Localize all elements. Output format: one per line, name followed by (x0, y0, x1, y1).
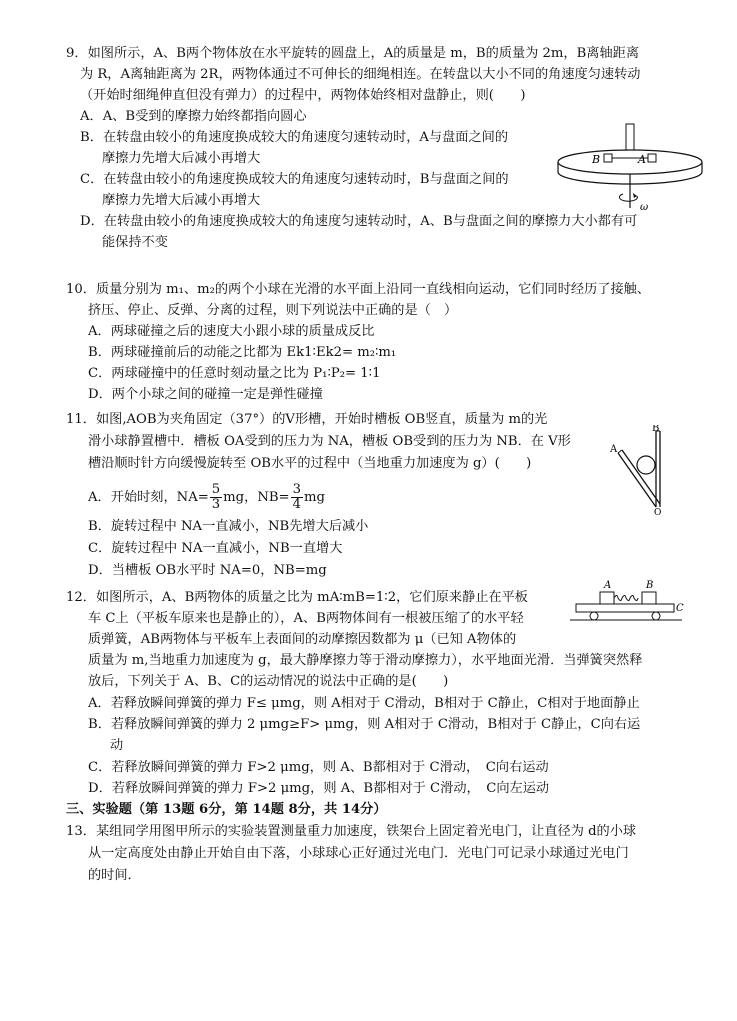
q11-fraction-na-num: 5 (211, 482, 221, 497)
q11-line-3: 槽沿顺时针方向缓慢旋转至 OB水平的过程中（当地重力加速度为 g）( ) (88, 456, 532, 471)
cart-label-c: C (676, 603, 684, 614)
q11-fraction-na (210, 483, 222, 512)
q9-option-d-line-2: 能保持不变 (102, 235, 168, 250)
groove-label-a: A (610, 444, 618, 455)
q11-line-1: 11．如图,AOB为夹角固定（37°）的V形槽，开始时槽板 OB竖直，质量为 m的光 (66, 412, 548, 427)
q11-mg-1: mg， (223, 490, 258, 505)
q13-line-3: 的时间． (88, 868, 141, 883)
q12-line-3: 质弹簧，AB两物体与平板车上表面间的动摩擦因数都为 μ（已知 A物体的 (88, 632, 517, 647)
q10-line-1: 10．质量分别为 m₁、m₂的两个小球在光滑的水平面上沿同一直线相向运动，它们同时经历了接触、 (66, 282, 651, 297)
groove-label-b: B (652, 425, 660, 434)
q9-line-1: 9．如图所示，A、B两个物体放在水平旋转的圆盘上，A的质量是 m，B的质量为 2m，B离轴距离 (66, 46, 640, 61)
q11-option-a-prefix: A．开始时刻， (88, 490, 177, 505)
q12-line-4: 质量为 m,当地重力加速度为 g，最大静摩擦力等于滑动摩擦力），水平地面光滑．当弹簧突然释 (88, 653, 643, 668)
cart-spring-figure (570, 578, 690, 626)
q12-line-1: 12．如图所示，A、B两物体的质量之比为 mA∶mB=1∶2，它们原来静止在平板 (66, 590, 528, 605)
q9-line-3: （开始时细绳伸直但没有弹力）的过程中，两物体始终相对盘静止，则( ) (80, 88, 526, 103)
q9-option-a: A．A、B受到的摩擦力始终都指向圆心 (80, 109, 307, 124)
q11-line-2: 滑小球静置槽中．槽板 OA受到的压力为 NA，槽板 OB受到的压力为 NB．在 V形 (88, 434, 571, 449)
q12-option-b-line-1: B．若释放瞬间弹簧的弹力 2 μmg≥F> μmg，则 A相对于 C滑动，B相对于 C静止，C向右运 (88, 717, 641, 732)
q9-option-c-line-1: C．在转盘由较小的角速度换成较大的角速度匀速转动时，B与盘面之间的 (80, 172, 509, 187)
disk-label-a: A (638, 153, 646, 166)
q9-option-c-line-2: 摩擦力先增大后减小再增大 (102, 193, 261, 208)
groove-label-o: O (654, 508, 662, 515)
q11-fraction-na-den: 3 (211, 497, 221, 512)
q11-nb-label: NB= (257, 490, 290, 505)
q11-mg-2: mg (303, 490, 325, 505)
q9-line-2: 为 R，A离轴距离为 2R，两物体通过不可伸长的细绳相连。在转盘以大小不同的角速度匀速转动 (80, 67, 641, 82)
q10-option-b: B．两球碰撞前后的动能之比都为 Ek1∶Ek2= m₂∶m₁ (88, 345, 397, 360)
disk-label-b: B (592, 153, 601, 166)
q12-option-c: C．若释放瞬间弹簧的弹力 F>2 μmg，则 A、B都相对于 C滑动， C向右运动 (88, 760, 549, 775)
q11-na-label: NA= (176, 490, 209, 505)
v-groove-figure (610, 425, 670, 515)
q11-fraction-nb-num: 3 (292, 482, 301, 497)
q11-fraction-nb-den: 4 (292, 497, 301, 512)
q13-line-2: 从一定高度处由静止开始自由下落，小球球心正好通过光电门．光电门可记录小球通过光电门 (88, 846, 629, 861)
rotating-disk-figure (550, 122, 710, 222)
q10-line-2: 挤压、停止、反弹、分离的过程，则下列说法中正确的是（ ） (88, 303, 458, 318)
q11-option-c: C．旋转过程中 NA一直减小，NB一直增大 (88, 541, 343, 556)
cart-label-b: B (646, 580, 654, 591)
q10-option-d: D．两个小球之间的碰撞一定是弹性碰撞 (88, 387, 323, 402)
q12-line-2: 车 C上（平板车原来也是静止的），A、B两物体间有一根被压缩了的水平轻 (88, 611, 524, 626)
cart-label-a: A (604, 580, 612, 591)
q12-option-a: A．若释放瞬间弹簧的弹力 F≤ μmg，则 A相对于 C滑动，B相对于 C静止，C相对于地面静止 (88, 696, 640, 711)
q10-option-c: C．两球碰撞中的任意时刻动量之比为 P₁∶P₂= 1∶1 (88, 366, 381, 381)
q11-option-b: B．旋转过程中 NA一直减小，NB先增大后减小 (88, 519, 369, 534)
q12-option-b-line-2: 动 (110, 738, 124, 753)
q12-line-5: 放后，下列关于 A、B、C的运动情况的说法中正确的是( ) (88, 674, 449, 689)
disk-label-omega: ω (640, 202, 649, 213)
q11-option-d: D．当槽板 OB水平时 NA=0，NB=mg (88, 563, 327, 578)
q12-option-d: D．若释放瞬间弹簧的弹力 F>2 μmg，则 A、B都相对于 C滑动， C向左运动 (88, 781, 550, 796)
q10-option-a: A．两球碰撞之后的速度大小跟小球的质量成反比 (88, 324, 375, 339)
q11-fraction-nb (291, 483, 303, 512)
q9-option-d-line-1: D．在转盘由较小的角速度换成较大的角速度匀速转动时，A、B与盘面之间的摩擦力大小都有可 (80, 214, 638, 229)
q9-option-b-line-1: B．在转盘由较小的角速度换成较大的角速度匀速转动时，A与盘面之间的 (80, 130, 509, 145)
q9-option-b-line-2: 摩擦力先增大后减小再增大 (102, 151, 261, 166)
section-heading-experiments: 三、实验题（第 13题 6分，第 14题 8分，共 14分） (66, 802, 387, 817)
q13-line-1: 13．某组同学用图甲所示的实验装置测量重力加速度，铁架台上固定着光电门，让直径为 d的小球 (66, 824, 637, 839)
q11-option-a (88, 482, 325, 514)
